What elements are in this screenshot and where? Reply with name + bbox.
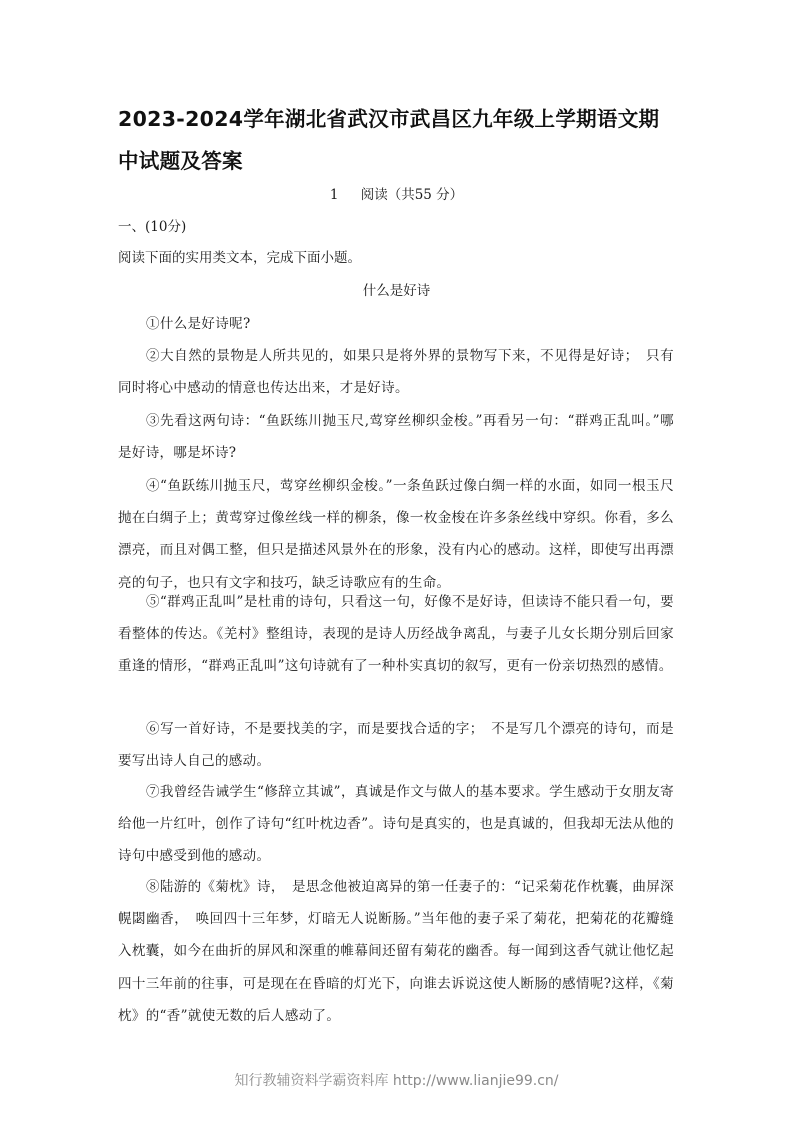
section-label: 阅读（共55 分）	[360, 187, 464, 203]
paragraph-3: ③先看这两句诗：“鱼跃练川抛玉尺,莺穿丝柳织金梭。”再看另一句：“群鸡正乱叫。”哪是好诗，哪是坏诗?	[118, 413, 674, 462]
paragraph-8: ⑧陆游的《菊枕》诗， 是思念他被迫离异的第一任妻子的：“记采菊花作枕囊，曲屏深幌閟幽香， 唤回四十三年梦，灯暗无人说断肠。”当年他的妻子采了菊花，把菊花的花瓣缝入枕囊，如今在曲折的屏风和深重的帷幕间还留有菊花的幽香。每一闻到这香气就让他忆起四十三年前的往事，可是现在在昏暗的灯光下，向谁去诉说这使人断肠的感情呢?这样，《菊枕》的“香”就使无数的后人感动了。	[118, 879, 674, 1024]
paragraph-7: ⑦我曾经告诫学生“修辞立其诚”，真诚是作文与做人的基本要求。学生感动于女朋友寄给他一片红叶，创作了诗句“红叶枕边香”。诗句是真实的，也是真诚的，但我却无法从他的诗句中感受到他的感动。	[118, 784, 674, 865]
article-title: 什么是好诗	[362, 283, 431, 299]
section-number: 1	[329, 187, 339, 203]
paragraph-2: ②大自然的景物是人所共见的，如果只是将外界的景物写下来，不见得是好诗； 只有同时将心中感动的情意也传达出来，才是好诗。	[118, 348, 674, 397]
paragraph-6: ⑥写一首好诗，不是要找美的字，而是要找合适的字； 不是写几个漂亮的诗句，而是要写出诗人自己的感动。	[118, 721, 674, 770]
paragraph-4: ④“鱼跃练川抛玉尺，莺穿丝柳织金梭。”一条鱼跃过像白绸一样的水面，如同一根玉尺抛在白绸子上；黄莺穿过像丝线一样的柳条，像一枚金梭在许多条丝线中穿织。你看，多么漂亮，而且对偶工整，但只是描述风景外在的形象，没有内心的感动。这样，即使写出再漂亮的句子，也只有文字和技巧，缺乏诗歌应有的生命。	[118, 478, 674, 591]
footer-watermark: 知行教辅资料学霸资料库 http://www.lianjie99.cn/	[234, 1073, 559, 1089]
page-title: 2023-2024学年湖北省武汉市武昌区九年级上学期语文期中试题及答案	[118, 107, 660, 173]
instruction-text: 阅读下面的实用类文本，完成下面小题。	[118, 250, 361, 266]
question-heading: 一、(10分)	[118, 219, 187, 235]
paragraph-1: ①什么是好诗呢?	[146, 316, 251, 332]
paragraph-5: ⑤“群鸡正乱叫”是杜甫的诗句，只看这一句，好像不是好诗，但读诗不能只看一句，要看整体的传达。《羌村》整组诗，表现的是诗人历经战争离乱，与妻子儿女长期分别后回家重逢的情形，“群鸡正乱叫”这句诗就有了一种朴实真切的叙写，更有一份亲切热烈的感情。	[118, 594, 674, 675]
section-heading	[0, 184, 793, 206]
